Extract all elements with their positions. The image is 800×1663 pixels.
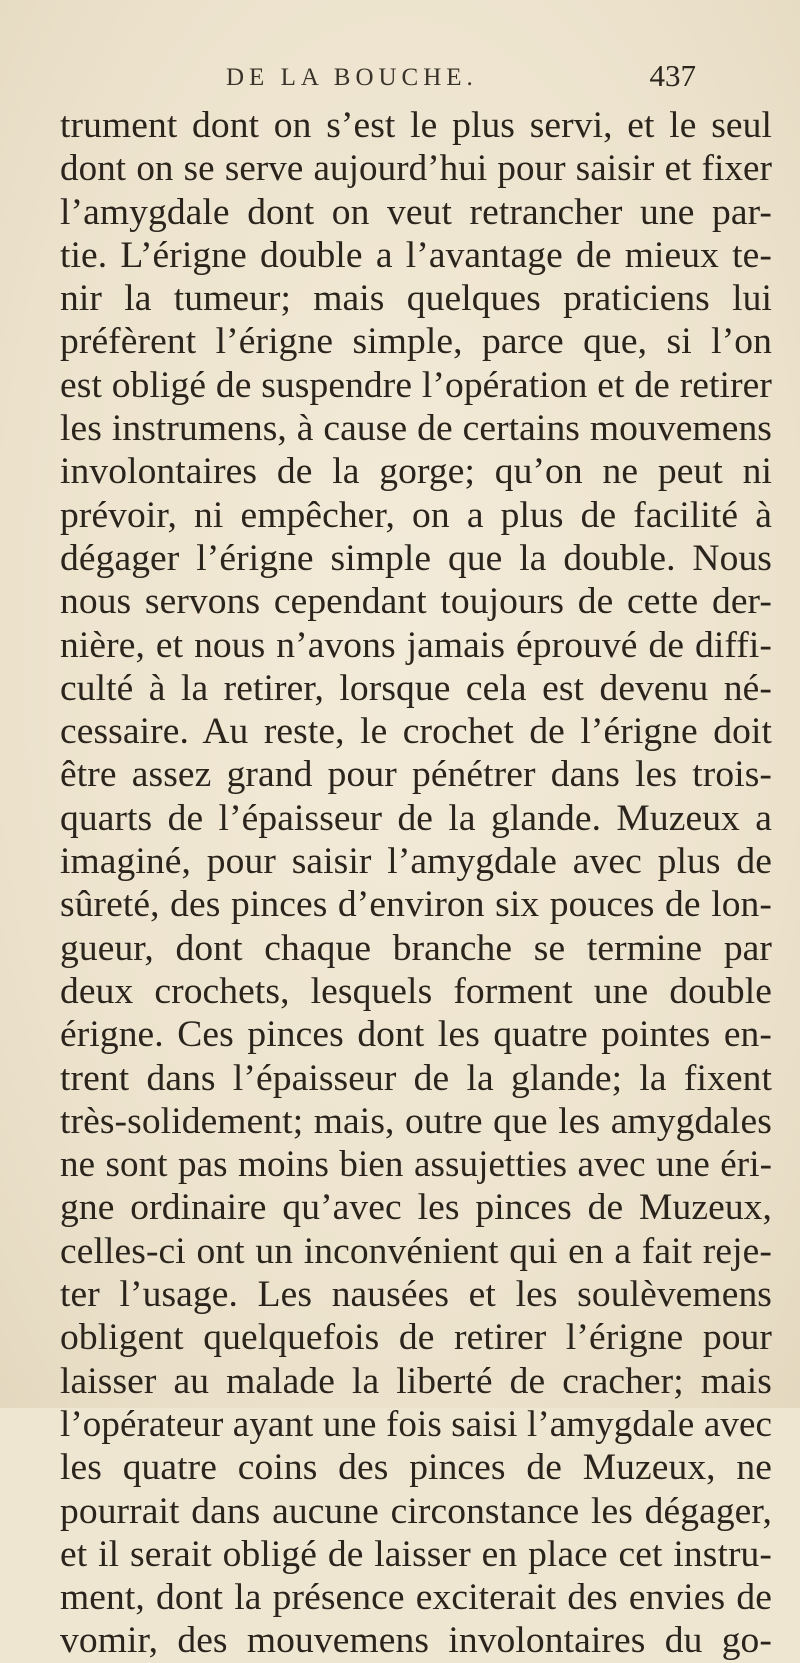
text-line: érigne. Ces pinces dont les quatre pointes en-	[60, 1014, 772, 1056]
text-line: quarts de l’épaisseur de la glande. Muzeux a	[60, 797, 772, 839]
text-line: l’amygdale dont on veut retrancher une par-	[60, 191, 772, 233]
text-line: tie. L’érigne double a l’avantage de mieux te-	[60, 234, 772, 276]
text-line: est obligé de suspendre l’opération et de retirer	[60, 364, 772, 406]
text-line: préfèrent l’érigne simple, parce que, si l’on	[60, 321, 772, 363]
text-line: ment, dont la présence exciterait des envies de	[60, 1577, 772, 1619]
text-line: très-solidement; mais, outre que les amygdales	[60, 1100, 772, 1142]
text-line: dégager l’érigne simple que la double. Nous	[60, 537, 772, 579]
text-line: nous servons cependant toujours de cette der-	[60, 581, 772, 623]
text-line: ter l’usage. Les nausées et les soulèvemens	[60, 1274, 772, 1316]
text-line: obligent quelquefois de retirer l’érigne pour	[60, 1317, 772, 1359]
text-line: sûreté, des pinces d’environ six pouces de lon-	[60, 884, 772, 926]
text-line: dont on se serve aujourd’hui pour saisir et fixer	[60, 148, 772, 190]
text-line: prévoir, ni empêcher, on a plus de facilité à	[60, 494, 772, 536]
text-line: cessaire. Au reste, le crochet de l’érigne doit	[60, 711, 772, 753]
text-line: gne ordinaire qu’avec les pinces de Muzeux,	[60, 1187, 772, 1229]
text-line: l’opérateur ayant une fois saisi l’amygdale avec	[60, 1403, 772, 1445]
page-number: 437	[649, 58, 696, 93]
running-title: DE LA BOUCHE.	[226, 64, 478, 91]
running-head	[226, 58, 696, 104]
text-line: vomir, des mouvemens involontaires du go-	[60, 1620, 772, 1662]
text-line: trent dans l’épaisseur de la glande; la fixent	[60, 1057, 772, 1099]
text-line: et il serait obligé de laisser en place cet instru-	[60, 1533, 772, 1575]
text-line: laisser au malade la liberté de cracher; mais	[60, 1360, 772, 1402]
text-line: trument dont on s’est le plus servi, et le seul	[60, 105, 772, 146]
text-line: pourrait dans aucune circonstance les dégager,	[60, 1490, 772, 1532]
text-line: être assez grand pour pénétrer dans les trois-	[60, 754, 772, 796]
text-line: gueur, dont chaque branche se termine par	[60, 927, 772, 969]
text-line: celles-ci ont un inconvénient qui en a fait reje-	[60, 1230, 772, 1272]
text-line: nière, et nous n’avons jamais éprouvé de diffi-	[60, 624, 772, 666]
text-line: deux crochets, lesquels forment une double	[60, 970, 772, 1012]
text-line: culté à la retirer, lorsque cela est devenu né-	[60, 667, 772, 709]
text-line: les instrumens, à cause de certains mouvemens	[60, 408, 772, 450]
text-line: imaginé, pour saisir l’amygdale avec plus de	[60, 841, 772, 883]
text-line: involontaires de la gorge; qu’on ne peut ni	[60, 451, 772, 493]
text-line: ne sont pas moins bien assujetties avec une éri-	[60, 1144, 772, 1186]
text-line: nir la tumeur; mais quelques praticiens lui	[60, 278, 772, 320]
text-line: les quatre coins des pinces de Muzeux, ne	[60, 1447, 772, 1489]
body-text	[60, 104, 772, 1663]
